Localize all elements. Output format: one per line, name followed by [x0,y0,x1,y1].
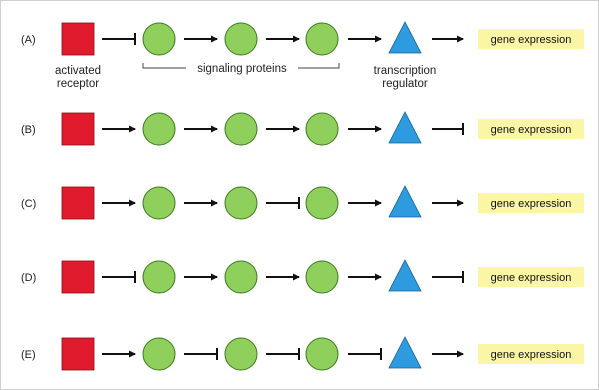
row-label: (E) [21,349,36,361]
signaling-protein-circle [306,261,338,293]
inhibition-bar [432,123,463,135]
pathway-row [21,186,584,219]
row-label: (C) [21,198,37,210]
signaling-protein-circle [143,261,175,293]
receptor-square [62,261,94,293]
pathway-row [21,260,584,293]
signaling-protein-circle [306,338,338,370]
receptor-square [62,23,94,55]
transcription-regulator-triangle [389,260,421,291]
signaling-proteins-label: signaling proteins [197,63,287,75]
pathway-row [21,112,584,145]
transcription-regulator-triangle [389,112,421,143]
pathway-row [21,337,584,370]
pathway-row [21,22,584,55]
bracket-left [143,63,186,68]
pathway-rows [21,22,584,370]
signaling-protein-circle [143,113,175,145]
inhibition-bar [266,348,299,360]
receptor-square [62,113,94,145]
signaling-proteins-bracket [143,63,339,75]
gene-expression-label: gene expression [490,124,572,136]
inhibition-bar [432,271,463,283]
signaling-protein-circle [225,187,257,219]
row-label: (D) [21,272,37,284]
signaling-protein-circle [306,187,338,219]
row-label: (A) [21,34,36,46]
gene-expression-label: gene expression [490,34,572,46]
component-captions [55,63,436,90]
inhibition-bar [348,348,381,360]
pathway-figure [1,1,599,390]
signaling-protein-circle [306,23,338,55]
gene-expression-label: gene expression [490,349,572,361]
inhibition-bar [266,197,299,209]
transcription-regulator-triangle [389,22,421,53]
signaling-protein-circle [143,338,175,370]
signaling-protein-circle [143,23,175,55]
gene-expression-label: gene expression [490,198,572,210]
signaling-protein-circle [225,338,257,370]
signaling-protein-circle [225,113,257,145]
gene-expression-label: gene expression [490,272,572,284]
transcription-regulator-triangle [389,337,421,368]
transcription-regulator-triangle [389,186,421,217]
signaling-protein-circle [143,187,175,219]
row-label: (B) [21,124,36,136]
bracket-right [298,63,339,68]
signaling-protein-circle [306,113,338,145]
inhibition-bar [102,33,135,45]
inhibition-bar [102,271,135,283]
transcription-regulator-label: transcription regulator [373,65,437,90]
signaling-protein-circle [225,261,257,293]
receptor-square [62,338,94,370]
signaling-protein-circle [225,23,257,55]
receptor-square [62,187,94,219]
inhibition-bar [184,348,217,360]
activated-receptor-label: activated receptor [54,65,102,90]
